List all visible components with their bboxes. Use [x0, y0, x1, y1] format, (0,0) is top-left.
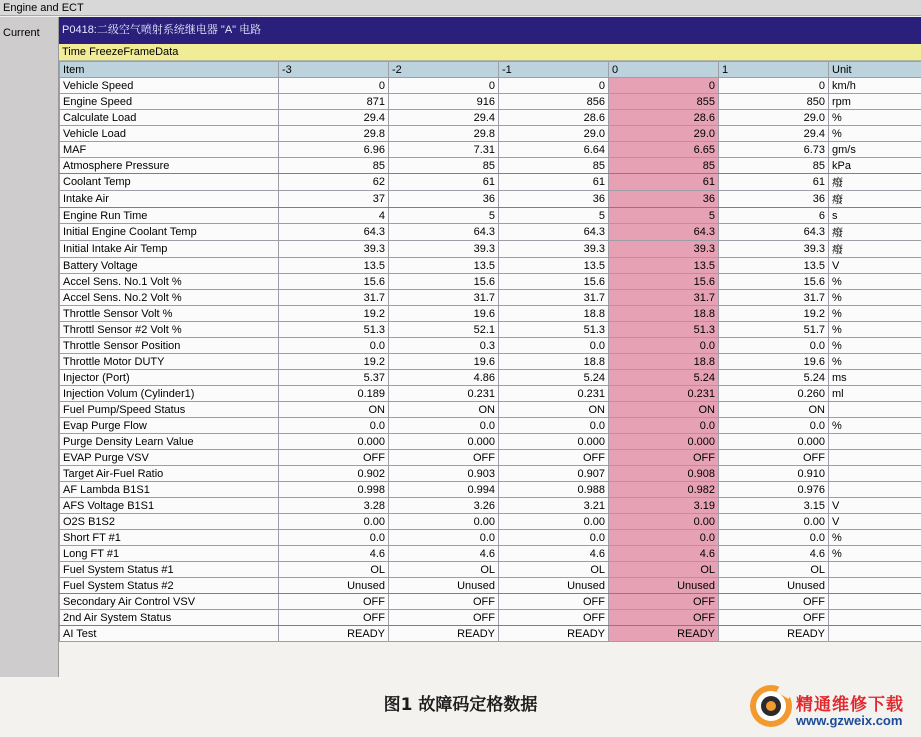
cell-item: Intake Air [60, 191, 279, 208]
table-row[interactable] [60, 322, 921, 338]
cell-minus3: 0.902 [279, 466, 389, 482]
cell-plus1: 6 [719, 208, 829, 224]
cell-minus3: 0.00 [279, 514, 389, 530]
cell-minus3: 31.7 [279, 290, 389, 306]
cell-plus1: 85 [719, 158, 829, 174]
cell-minus1: 29.0 [499, 126, 609, 142]
cell-minus2: 61 [389, 174, 499, 191]
cell-minus3: Unused [279, 578, 389, 594]
cell-item: Accel Sens. No.2 Volt % [60, 290, 279, 306]
table-row[interactable] [60, 174, 921, 191]
cell-minus3: 64.3 [279, 224, 389, 241]
cell-minus3: 0.0 [279, 530, 389, 546]
cell-minus2: 0.0 [389, 418, 499, 434]
cell-zero: READY [609, 626, 719, 642]
table-row[interactable] [60, 434, 921, 450]
cell-plus1: OFF [719, 450, 829, 466]
cell-plus1: 6.73 [719, 142, 829, 158]
cell-minus2: 0.994 [389, 482, 499, 498]
cell-unit: 癈 [829, 191, 921, 208]
cell-item: AI Test [60, 626, 279, 642]
cell-zero: 31.7 [609, 290, 719, 306]
cell-minus3: 0 [279, 78, 389, 94]
freeze-frame-bar: Time FreezeFrameData [59, 44, 921, 61]
cell-plus1: READY [719, 626, 829, 642]
cell-plus1: 0.0 [719, 530, 829, 546]
cell-minus2: OFF [389, 450, 499, 466]
cell-plus1: 0 [719, 78, 829, 94]
cell-minus3: 0.0 [279, 338, 389, 354]
cell-minus3: 51.3 [279, 322, 389, 338]
cell-item: Fuel System Status #1 [60, 562, 279, 578]
cell-minus2: 52.1 [389, 322, 499, 338]
cell-item: Fuel System Status #2 [60, 578, 279, 594]
cell-plus1: 850 [719, 94, 829, 110]
cell-minus1: 51.3 [499, 322, 609, 338]
cell-unit: rpm [829, 94, 921, 110]
watermark-logo-icon [748, 683, 794, 729]
table-row[interactable] [60, 482, 921, 498]
table-row[interactable] [60, 274, 921, 290]
cell-plus1: ON [719, 402, 829, 418]
cell-zero: 61 [609, 174, 719, 191]
cell-minus3: OFF [279, 610, 389, 626]
cell-item: AF Lambda B1S1 [60, 482, 279, 498]
cell-item: Short FT #1 [60, 530, 279, 546]
cell-unit: s [829, 208, 921, 224]
cell-minus2: 31.7 [389, 290, 499, 306]
cell-minus1: Unused [499, 578, 609, 594]
cell-item: Injection Volum (Cylinder1) [60, 386, 279, 402]
cell-unit: % [829, 546, 921, 562]
cell-minus2: 13.5 [389, 258, 499, 274]
cell-minus2: 36 [389, 191, 499, 208]
cell-plus1: 29.4 [719, 126, 829, 142]
cell-item: Target Air-Fuel Ratio [60, 466, 279, 482]
cell-minus3: 4.6 [279, 546, 389, 562]
table-row[interactable] [60, 386, 921, 402]
cell-minus3: 37 [279, 191, 389, 208]
cell-unit: 癈 [829, 241, 921, 258]
cell-item: Initial Engine Coolant Temp [60, 224, 279, 241]
cell-minus2: 4.6 [389, 546, 499, 562]
cell-minus1: 0.0 [499, 418, 609, 434]
cell-minus1: OFF [499, 610, 609, 626]
table-row[interactable] [60, 578, 921, 594]
cell-minus2: 19.6 [389, 306, 499, 322]
cell-minus3: 0.189 [279, 386, 389, 402]
cell-minus2: 0.00 [389, 514, 499, 530]
cell-unit [829, 626, 921, 642]
column-header-minus2[interactable]: -2 [389, 62, 499, 78]
cell-item: Throttle Sensor Position [60, 338, 279, 354]
cell-unit: % [829, 530, 921, 546]
cell-item: Long FT #1 [60, 546, 279, 562]
cell-zero: 28.6 [609, 110, 719, 126]
cell-zero: 18.8 [609, 306, 719, 322]
table-row[interactable] [60, 514, 921, 530]
cell-zero: 18.8 [609, 354, 719, 370]
cell-unit: gm/s [829, 142, 921, 158]
cell-zero: OFF [609, 610, 719, 626]
table-row[interactable] [60, 418, 921, 434]
cell-unit: V [829, 258, 921, 274]
cell-item: Throttl Sensor #2 Volt % [60, 322, 279, 338]
cell-minus1: 0.988 [499, 482, 609, 498]
cell-plus1: OL [719, 562, 829, 578]
cell-zero: 0.0 [609, 530, 719, 546]
cell-minus3: 4 [279, 208, 389, 224]
cell-minus1: 4.6 [499, 546, 609, 562]
cell-minus3: 13.5 [279, 258, 389, 274]
cell-zero: 855 [609, 94, 719, 110]
cell-zero: Unused [609, 578, 719, 594]
cell-item: AFS Voltage B1S1 [60, 498, 279, 514]
table-row[interactable] [60, 142, 921, 158]
cell-minus1: 28.6 [499, 110, 609, 126]
cell-minus3: 0.000 [279, 434, 389, 450]
cell-minus1: 0.0 [499, 338, 609, 354]
cell-minus1: ON [499, 402, 609, 418]
cell-unit: 癈 [829, 174, 921, 191]
cell-zero: 51.3 [609, 322, 719, 338]
table-row[interactable] [60, 241, 921, 258]
cell-unit [829, 578, 921, 594]
cell-unit [829, 562, 921, 578]
table-row[interactable] [60, 450, 921, 466]
table-row[interactable] [60, 258, 921, 274]
cell-item: Engine Speed [60, 94, 279, 110]
column-header-item[interactable]: Item [60, 62, 279, 78]
cell-item: Fuel Pump/Speed Status [60, 402, 279, 418]
cell-item: Initial Intake Air Temp [60, 241, 279, 258]
table-row[interactable] [60, 562, 921, 578]
figure-caption: 图1 故障码定格数据 [383, 695, 538, 715]
cell-unit [829, 466, 921, 482]
cell-zero: OFF [609, 594, 719, 610]
cell-item: Purge Density Learn Value [60, 434, 279, 450]
cell-item: Vehicle Speed [60, 78, 279, 94]
cell-minus3: 6.96 [279, 142, 389, 158]
cell-minus3: 19.2 [279, 354, 389, 370]
cell-item: Vehicle Load [60, 126, 279, 142]
table-row[interactable] [60, 290, 921, 306]
cell-minus3: READY [279, 626, 389, 642]
cell-unit: ml [829, 386, 921, 402]
cell-plus1: 36 [719, 191, 829, 208]
table-row[interactable] [60, 530, 921, 546]
cell-minus3: 15.6 [279, 274, 389, 290]
cell-minus1: 13.5 [499, 258, 609, 274]
freeze-frame-table [59, 61, 921, 642]
table-row[interactable] [60, 224, 921, 241]
cell-item: Engine Run Time [60, 208, 279, 224]
table-row[interactable] [60, 498, 921, 514]
cell-plus1: 0.260 [719, 386, 829, 402]
column-header-unit[interactable]: Unit [829, 62, 921, 78]
cell-minus2: OFF [389, 594, 499, 610]
table-row[interactable] [60, 402, 921, 418]
cell-item: O2S B1S2 [60, 514, 279, 530]
cell-minus3: 39.3 [279, 241, 389, 258]
cell-plus1: 51.7 [719, 322, 829, 338]
cell-zero: 0.0 [609, 418, 719, 434]
table-row[interactable] [60, 126, 921, 142]
cell-minus1: 31.7 [499, 290, 609, 306]
column-header-zero[interactable]: 0 [609, 62, 719, 78]
cell-zero: 85 [609, 158, 719, 174]
cell-zero: 15.6 [609, 274, 719, 290]
cell-zero: 29.0 [609, 126, 719, 142]
cell-minus3: 85 [279, 158, 389, 174]
cell-unit [829, 450, 921, 466]
cell-minus1: 3.21 [499, 498, 609, 514]
cell-item: Battery Voltage [60, 258, 279, 274]
cell-unit [829, 434, 921, 450]
cell-unit: % [829, 126, 921, 142]
window-title: Engine and ECT [0, 0, 921, 16]
cell-plus1: OFF [719, 594, 829, 610]
table-row[interactable] [60, 191, 921, 208]
cell-plus1: 0.0 [719, 418, 829, 434]
cell-zero: 3.19 [609, 498, 719, 514]
cell-zero: 0.231 [609, 386, 719, 402]
side-current-label[interactable]: Current [3, 27, 40, 39]
cell-unit: ms [829, 370, 921, 386]
table-row[interactable] [60, 370, 921, 386]
cell-zero: 39.3 [609, 241, 719, 258]
cell-minus2: 0.903 [389, 466, 499, 482]
cell-minus1: 0.907 [499, 466, 609, 482]
cell-minus2: 0.231 [389, 386, 499, 402]
cell-plus1: 61 [719, 174, 829, 191]
cell-minus2: 39.3 [389, 241, 499, 258]
watermark-name: 精通维修下载 [796, 695, 904, 715]
cell-zero: 0.982 [609, 482, 719, 498]
cell-zero: 0.000 [609, 434, 719, 450]
cell-minus1: 85 [499, 158, 609, 174]
cell-item: EVAP Purge VSV [60, 450, 279, 466]
cell-unit: % [829, 274, 921, 290]
table-header-row [60, 62, 921, 78]
column-header-plus1[interactable]: 1 [719, 62, 829, 78]
cell-minus3: 29.4 [279, 110, 389, 126]
cell-minus1: 64.3 [499, 224, 609, 241]
cell-item: Secondary Air Control VSV [60, 594, 279, 610]
cell-minus3: OL [279, 562, 389, 578]
cell-plus1: 4.6 [719, 546, 829, 562]
cell-plus1: 64.3 [719, 224, 829, 241]
cell-minus1: 18.8 [499, 354, 609, 370]
cell-minus1: 36 [499, 191, 609, 208]
cell-minus2: 29.4 [389, 110, 499, 126]
cell-minus2: 916 [389, 94, 499, 110]
cell-minus2: 7.31 [389, 142, 499, 158]
cell-plus1: OFF [719, 610, 829, 626]
cell-minus2: OL [389, 562, 499, 578]
cell-minus1: 0 [499, 78, 609, 94]
table-row[interactable] [60, 110, 921, 126]
cell-zero: 6.65 [609, 142, 719, 158]
cell-minus1: 18.8 [499, 306, 609, 322]
cell-zero: 5.24 [609, 370, 719, 386]
cell-unit: kPa [829, 158, 921, 174]
cell-minus2: 85 [389, 158, 499, 174]
cell-minus3: 5.37 [279, 370, 389, 386]
cell-item: 2nd Air System Status [60, 610, 279, 626]
cell-minus2: 4.86 [389, 370, 499, 386]
cell-unit [829, 402, 921, 418]
cell-minus1: 5 [499, 208, 609, 224]
cell-zero: 0 [609, 78, 719, 94]
cell-minus2: 0.0 [389, 530, 499, 546]
cell-zero: 4.6 [609, 546, 719, 562]
cell-minus1: OFF [499, 594, 609, 610]
cell-minus2: 5 [389, 208, 499, 224]
cell-plus1: 15.6 [719, 274, 829, 290]
cell-plus1: 0.976 [719, 482, 829, 498]
cell-zero: 13.5 [609, 258, 719, 274]
cell-minus3: OFF [279, 594, 389, 610]
dtc-bar[interactable]: P0418:二级空气喷射系统继电器 "A" 电路 [59, 17, 921, 44]
cell-plus1: 19.6 [719, 354, 829, 370]
cell-plus1: 29.0 [719, 110, 829, 126]
cell-zero: 0.00 [609, 514, 719, 530]
cell-unit [829, 594, 921, 610]
cell-minus2: 15.6 [389, 274, 499, 290]
cell-item: Calculate Load [60, 110, 279, 126]
cell-minus3: 62 [279, 174, 389, 191]
cell-item: Coolant Temp [60, 174, 279, 191]
cell-minus2: 0.3 [389, 338, 499, 354]
cell-unit: % [829, 322, 921, 338]
watermark-url: www.gzweix.com [796, 713, 903, 728]
cell-minus2: 0 [389, 78, 499, 94]
table-row[interactable] [60, 546, 921, 562]
cell-unit: % [829, 338, 921, 354]
cell-minus3: ON [279, 402, 389, 418]
table-row[interactable] [60, 306, 921, 322]
cell-minus3: 29.8 [279, 126, 389, 142]
cell-minus1: 0.000 [499, 434, 609, 450]
cell-item: MAF [60, 142, 279, 158]
table-row[interactable] [60, 78, 921, 94]
cell-unit: 癈 [829, 224, 921, 241]
table-row[interactable] [60, 610, 921, 626]
cell-minus1: READY [499, 626, 609, 642]
cell-unit: V [829, 498, 921, 514]
cell-minus2: OFF [389, 610, 499, 626]
cell-unit: % [829, 306, 921, 322]
cell-zero: OFF [609, 450, 719, 466]
cell-zero: 36 [609, 191, 719, 208]
cell-unit: V [829, 514, 921, 530]
cell-plus1: 0.0 [719, 338, 829, 354]
cell-plus1: 13.5 [719, 258, 829, 274]
cell-minus1: 6.64 [499, 142, 609, 158]
cell-minus2: ON [389, 402, 499, 418]
cell-plus1: 0.00 [719, 514, 829, 530]
cell-minus1: OL [499, 562, 609, 578]
cell-zero: OL [609, 562, 719, 578]
cell-minus1: 0.231 [499, 386, 609, 402]
cell-unit [829, 482, 921, 498]
cell-minus2: 0.000 [389, 434, 499, 450]
cell-unit [829, 610, 921, 626]
cell-plus1: 0.910 [719, 466, 829, 482]
cell-item: Throttle Sensor Volt % [60, 306, 279, 322]
cell-unit: % [829, 290, 921, 306]
cell-minus1: 0.00 [499, 514, 609, 530]
cell-zero: 0.0 [609, 338, 719, 354]
cell-minus3: 3.28 [279, 498, 389, 514]
cell-zero: ON [609, 402, 719, 418]
cell-minus3: 19.2 [279, 306, 389, 322]
cell-minus3: 0.0 [279, 418, 389, 434]
cell-item: Injector (Port) [60, 370, 279, 386]
table-row[interactable] [60, 466, 921, 482]
side-panel [0, 17, 59, 677]
cell-minus2: 29.8 [389, 126, 499, 142]
cell-plus1: 0.000 [719, 434, 829, 450]
cell-minus1: 61 [499, 174, 609, 191]
cell-zero: 64.3 [609, 224, 719, 241]
cell-item: Throttle Motor DUTY [60, 354, 279, 370]
cell-minus2: Unused [389, 578, 499, 594]
cell-minus1: OFF [499, 450, 609, 466]
cell-plus1: 39.3 [719, 241, 829, 258]
cell-zero: 0.908 [609, 466, 719, 482]
table-row[interactable] [60, 594, 921, 610]
table-row[interactable] [60, 158, 921, 174]
cell-minus3: 871 [279, 94, 389, 110]
cell-plus1: Unused [719, 578, 829, 594]
cell-unit: km/h [829, 78, 921, 94]
cell-item: Evap Purge Flow [60, 418, 279, 434]
cell-minus1: 39.3 [499, 241, 609, 258]
cell-zero: 5 [609, 208, 719, 224]
cell-item: Atmosphere Pressure [60, 158, 279, 174]
column-header-minus3[interactable]: -3 [279, 62, 389, 78]
table-row[interactable] [60, 338, 921, 354]
cell-minus2: 3.26 [389, 498, 499, 514]
table-row[interactable] [60, 94, 921, 110]
column-header-minus1[interactable]: -1 [499, 62, 609, 78]
cell-minus3: OFF [279, 450, 389, 466]
cell-minus2: 64.3 [389, 224, 499, 241]
cell-plus1: 31.7 [719, 290, 829, 306]
table-row[interactable] [60, 626, 921, 642]
cell-unit: % [829, 354, 921, 370]
table-row[interactable] [60, 208, 921, 224]
cell-minus1: 5.24 [499, 370, 609, 386]
cell-plus1: 19.2 [719, 306, 829, 322]
cell-minus1: 0.0 [499, 530, 609, 546]
cell-minus2: READY [389, 626, 499, 642]
cell-unit: % [829, 418, 921, 434]
cell-minus1: 15.6 [499, 274, 609, 290]
cell-item: Accel Sens. No.1 Volt % [60, 274, 279, 290]
cell-minus2: 19.6 [389, 354, 499, 370]
cell-unit: % [829, 110, 921, 126]
cell-plus1: 3.15 [719, 498, 829, 514]
cell-plus1: 5.24 [719, 370, 829, 386]
table-row[interactable] [60, 354, 921, 370]
cell-minus1: 856 [499, 94, 609, 110]
cell-minus3: 0.998 [279, 482, 389, 498]
